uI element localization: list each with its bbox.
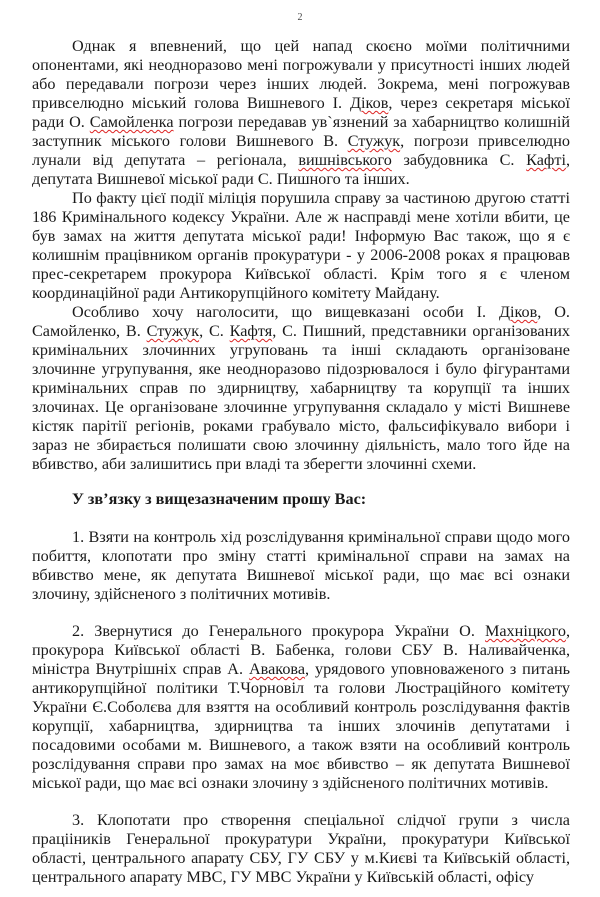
text-segment: , депутата Вишневої міської ради С. Пишного та інших. [32, 151, 571, 188]
request-item-3 [32, 811, 570, 887]
request-heading: У зв’язку з вищезазначеним прошу Вас: [72, 490, 367, 508]
text-segment: , через секретаря міської ради О. [32, 94, 570, 131]
request-item-2 [32, 622, 570, 793]
text-segment: , О. Самойленко, В. [32, 303, 570, 340]
text-segment: Особливо хочу наголосити, що вищевказані особи І. [72, 303, 499, 321]
text-segment: 2. Звернутися до Генерального прокурора України О. [72, 622, 485, 640]
text-segment: , С. Пишний, представники організованих кримінальних злочинних угруповань та інші складають організоване злочинне угрупування, яке неодноразово підозрювалося і було фігурантами кримінальних справ по здирництву, хабарництву та корупції та інших злочинах. Це організоване злочинне угрупування складало у місті Вишневе кістяк парітії регіонів, роками грабувало місто, фальсифікувало вибори і зараз не збирається полишати свою злочинну діяльність, мало того йде на вбивство, аби залишитись при владі та зберегти злочинні схеми. [32, 322, 570, 473]
text-segment: , прокурора Київської області В. Бабенка, голови СБУ В. Наливайченка, міністра Внутрішніх справ А. [32, 622, 570, 678]
misspelled-word: Діков [350, 94, 389, 112]
text-segment: забудовника С. [391, 151, 527, 169]
misspelled-word: Стужук [347, 132, 401, 150]
misspelled-word: Махніцкого [484, 622, 566, 640]
misspelled-word: Кафтя [229, 322, 273, 340]
misspelled-word: Авакова [248, 660, 306, 678]
text-segment: , погрози привселюдно лунали від депутата – регіонала, [32, 132, 570, 169]
text-segment: Однак я впевнений, що цей напад скоєно моїми політичними опонентами, які неодноразово мені погрожували у присутності інших людей або передавали погрози через інших людей. Зокрема, мені погрожував привселюдно міський голова Вишневого І. [32, 37, 570, 112]
paragraph-threats [32, 37, 570, 189]
misspelled-word: Самойленка [89, 113, 174, 131]
text-segment: 3. Клопотати про створення спеціальної слідчої групи з числа працііників Генеральної прокуратури України, прокуратури Київської області, центрального апарату СБУ, ГУ СБУ у м.Києві та Київській області, центрального апарату МВС, ГУ МВС України у Київській області, офісу [32, 811, 570, 886]
text-segment: По факту цієї події міліція порушила справу за частиною другою статті 186 Кримінального кодексу України. Але ж насправді мене хотіли вбити, це був замах на життя депутата міської ради! Інформую Вас також, що я є колишнім працівником органів прокуратури - у 2006-2008 роках я працював прес-секретарем прокурора Київської області. Крім того я є членом координаційної ради Антикорупційного комітету Майдану. [32, 189, 570, 302]
text-segment: , урядового уповноваженого з питань антикорупційної політики Т.Чорновіл та голови Люстраційного комітету України Є.Соболєва для взяття на особливий контроль розслідування фактів корупції, хабарництва, здирництва та інших злочинів депутатами і посадовими особами м. Вишневого, а також взяти на особливий контроль розслідування справи про замах на моє вбивство – як депутата Вишневої міської ради, що має всі ознаки злочину з здійсненого політичних мотивів. [32, 660, 571, 792]
text-segment: погрози передавав ув`язнений за хабарництво колишній заступник міського голови Вишневого В. [32, 113, 570, 150]
misspelled-word: Стужук [146, 322, 200, 340]
request-item-1 [32, 528, 570, 604]
page-number: 2 [297, 12, 303, 23]
paragraph-criminal-case [32, 189, 570, 303]
text-segment: , С. [199, 322, 230, 340]
document-body [32, 37, 570, 887]
misspelled-word: Кафті [526, 151, 566, 169]
text-segment: 1. Взяти на контроль хід розслідування кримінальної справи щодо мого побиття, клопотати про зміну статті кримінальної справи на замах на вбивство мене, як депутата Вишневої міської ради, що має всі ознаки злочину, здійсненого з політичних мотивів. [32, 528, 570, 603]
paragraph-organized-group [32, 303, 570, 474]
misspelled-word: вишнівського [298, 151, 392, 169]
misspelled-word: Діков [498, 303, 538, 321]
